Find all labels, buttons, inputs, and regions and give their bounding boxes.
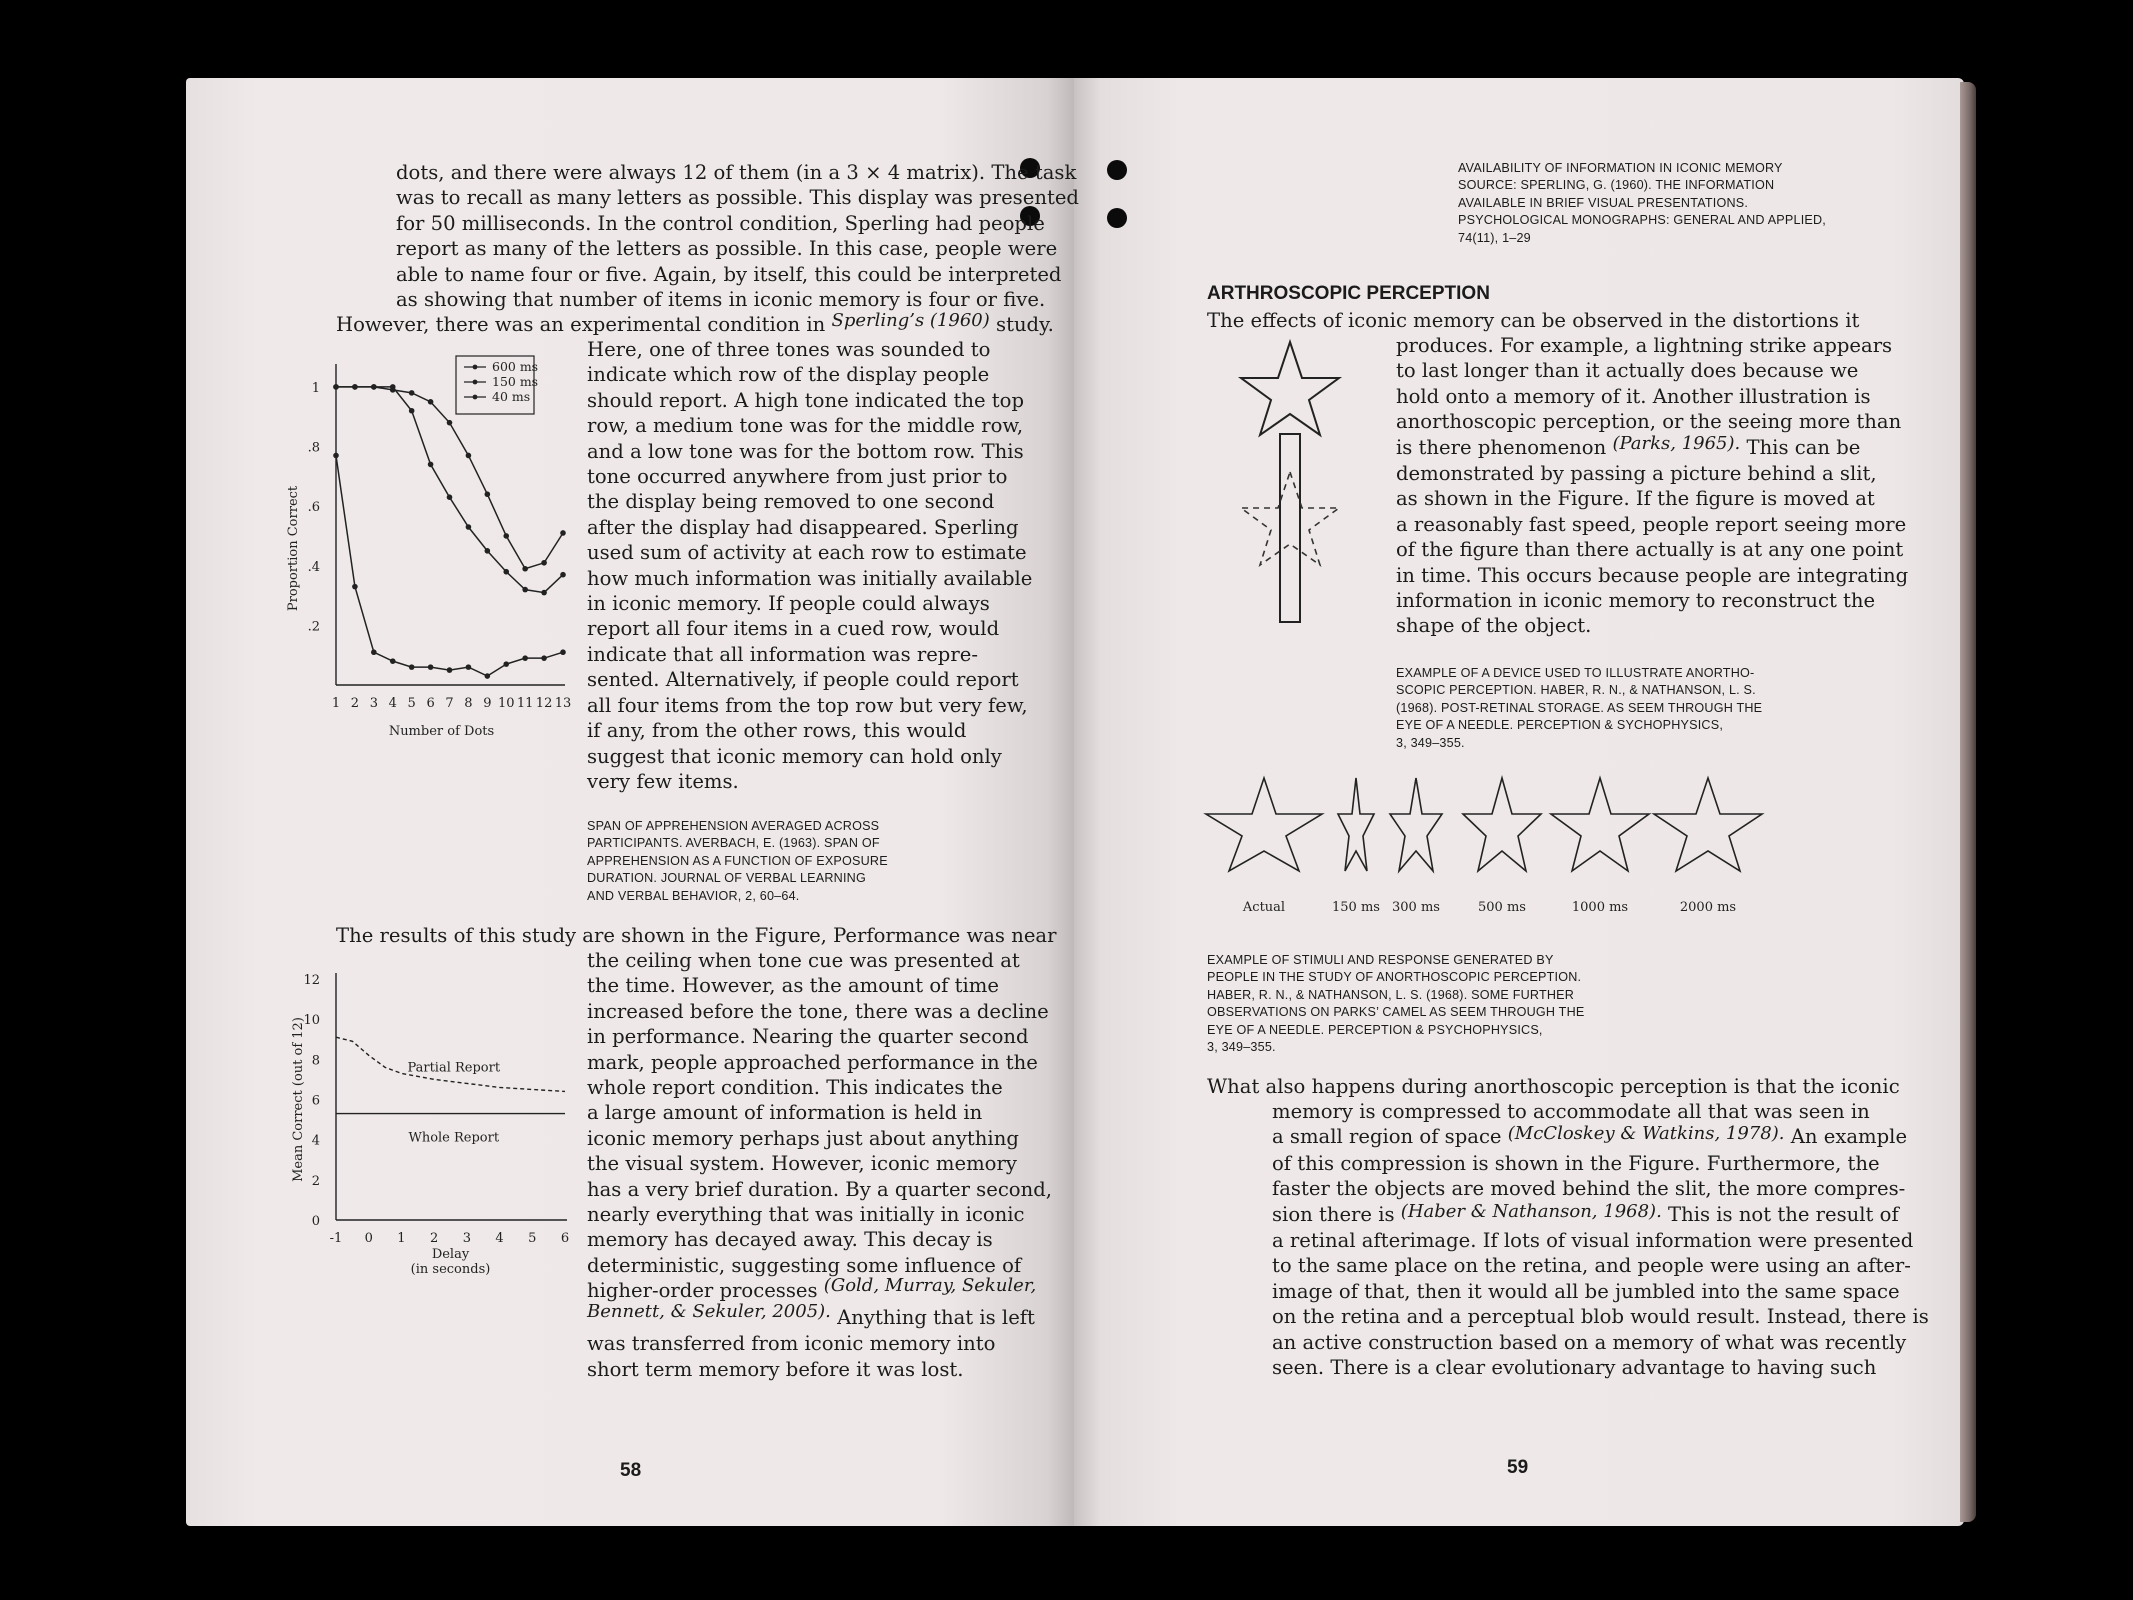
x-tick-label: 8: [464, 696, 473, 711]
star-outline-icon: [1241, 342, 1339, 435]
caption-line: AVAILABLE IN BRIEF VISUAL PRESENTATIONS.: [1458, 195, 1749, 210]
caption-line: 3, 349–355.: [1207, 1040, 1276, 1055]
data-point: [409, 390, 415, 396]
data-point: [503, 533, 509, 539]
data-point: [447, 667, 453, 673]
data-point: [466, 524, 472, 530]
caption-line: HABER, R. N., & NATHANSON, L. S. (1968). SOME FURTHER: [1207, 987, 1575, 1002]
text-line: to the same place on the retina, and people were using an after-: [1272, 1254, 1911, 1278]
text-line: indicate which row of the display people: [587, 363, 990, 387]
text-span: study.: [989, 313, 1054, 336]
figure-caption-device: [1396, 665, 1762, 752]
text-line: The effects of iconic memory can be observed in the distortions it: [1207, 309, 1860, 332]
star-actual-icon: [1206, 778, 1322, 871]
page-number-right: 59: [1507, 1457, 1529, 1478]
text-line: iconic memory perhaps just about anything: [587, 1126, 1019, 1150]
text-line: an active construction based on a memory of what was recently: [1272, 1330, 1907, 1354]
slit-rect: [1280, 434, 1300, 622]
y-tick-label: 0: [311, 1214, 320, 1229]
stars-sequence-figure: [1200, 772, 1800, 922]
data-point: [560, 530, 566, 536]
text-line: for 50 milliseconds. In the control condition, Sperling had people: [396, 211, 1045, 235]
legend-marker: [473, 395, 478, 400]
legend-label: 150 ms: [492, 374, 539, 389]
text-line: a retinal afterimage. If lots of visual information were presented: [1272, 1229, 1914, 1253]
caption-line: EYE OF A NEEDLE. PERCEPTION & SYCHOPHYSICS,: [1396, 718, 1724, 733]
x-axis-label: Delay: [431, 1247, 470, 1262]
text-line: memory has decayed away. This decay is: [587, 1228, 993, 1252]
star-label: 300 ms: [1392, 900, 1440, 915]
citation: (Haber & Nathanson, 1968).: [1400, 1200, 1662, 1222]
text-span: sion there is: [1272, 1202, 1401, 1226]
data-point: [447, 494, 453, 500]
caption-line: PEOPLE IN THE STUDY OF ANORTHOSCOPIC PERCEPTION.: [1207, 970, 1582, 985]
text-line: as shown in the Figure. If the figure is moved at: [1396, 487, 1875, 511]
x-tick-label: 2: [430, 1231, 439, 1246]
text-line: faster the objects are moved behind the slit, the more compres-: [1272, 1177, 1906, 1201]
x-tick-label: 5: [528, 1231, 537, 1246]
y-tick-label: 10: [303, 1013, 320, 1029]
caption-line: APPREHENSION AS A FUNCTION OF EXPOSURE: [587, 853, 888, 868]
data-point: [503, 661, 509, 667]
text-line: sented. Alternatively, if people could report: [587, 668, 1019, 692]
chart-proportion-correct: [280, 350, 580, 750]
data-point: [409, 408, 415, 414]
text-line: image of that, then it would all be jumbled into the same space: [1272, 1279, 1900, 1303]
text-line: and a low tone was for the bottom row. This: [587, 439, 1024, 463]
page-number-left: 58: [620, 1460, 642, 1481]
text-span: An example: [1784, 1125, 1908, 1149]
y-tick-label: .8: [307, 440, 320, 456]
star-label: 500 ms: [1478, 900, 1526, 915]
caption-line: (1968). POST-RETINAL STORAGE. AS SEEM THROUGH THE: [1396, 700, 1763, 715]
x-tick-label: 4: [495, 1231, 504, 1246]
y-axis-label: Proportion Correct: [286, 485, 301, 612]
section-heading: ARTHROSCOPIC PERCEPTION: [1207, 283, 1490, 304]
x-tick-label: 11: [516, 696, 534, 711]
text-line: whole report condition. This indicates the: [587, 1076, 1003, 1100]
caption-line: EXAMPLE OF A DEVICE USED TO ILLUSTRATE ANORTHO-: [1396, 666, 1755, 680]
text-line: increased before the tone, there was a decline: [587, 999, 1049, 1023]
text-line: of the figure than there actually is at any one point: [1396, 538, 1904, 562]
text-span: is there phenomenon: [1396, 435, 1613, 459]
y-tick-label: 1: [311, 380, 320, 396]
text-line: the ceiling when tone cue was presented at: [587, 949, 1020, 972]
y-tick-label: .6: [307, 500, 320, 516]
x-axis-label-sub: (in seconds): [410, 1262, 491, 1277]
x-tick-label: -1: [329, 1231, 343, 1246]
text-line: What also happens during anorthoscopic perception is that the iconic: [1207, 1075, 1900, 1098]
y-tick-label: 2: [311, 1173, 320, 1189]
text-line: row, a medium tone was for the middle row,: [587, 414, 1024, 438]
text-span: However, there was an experimental condition in: [336, 313, 832, 336]
x-tick-label: 4: [388, 696, 397, 711]
caption-line: 74(11), 1–29: [1458, 230, 1531, 245]
text-line: the display being removed to one second: [587, 490, 995, 514]
text-line: all four items from the top row but very few,: [587, 693, 1028, 717]
chart-mean-correct: [280, 965, 580, 1295]
text-line: The results of this study are shown in the Figure, Performance was near: [336, 924, 1057, 947]
data-point: [485, 548, 491, 554]
text-line: in iconic memory. If people could always: [587, 592, 990, 616]
x-tick-label: 9: [483, 696, 492, 711]
text-line: Here, one of three tones was sounded to: [587, 338, 991, 361]
data-point: [428, 462, 434, 468]
y-tick-label: 8: [311, 1053, 320, 1069]
data-point: [371, 384, 377, 390]
data-point: [522, 587, 528, 593]
binding-hole: [1107, 208, 1127, 228]
data-point: [352, 584, 358, 590]
data-point: [466, 453, 472, 459]
star-dashed-icon: [1241, 472, 1339, 565]
slit-device-figure: [1220, 338, 1360, 630]
star-label: 150 ms: [1332, 900, 1380, 915]
text-line: seen. There is a clear evolutionary advantage to having such: [1272, 1356, 1877, 1380]
text-line: hold onto a memory of it. Another illustration is: [1396, 384, 1871, 408]
page-stack-edge: [1960, 82, 1976, 1522]
caption-line: PARTICIPANTS. AVERBACH, E. (1963). SPAN OF: [587, 836, 880, 851]
star-label: 1000 ms: [1571, 900, 1629, 915]
text-line: was transferred from iconic memory into: [587, 1332, 996, 1356]
text-line: produces. For example, a lightning strike appears: [1396, 334, 1893, 357]
legend-marker: [473, 365, 478, 370]
text-line: report as many of the letters as possible. In this case, people were: [396, 237, 1058, 261]
left-paragraph-2: [587, 337, 1032, 794]
data-point: [371, 649, 377, 655]
caption-line: 3, 349–355.: [1396, 735, 1465, 750]
star-150ms-icon: [1338, 778, 1374, 871]
text-line: as showing that number of items in iconic memory is four or five.: [396, 288, 1046, 312]
x-tick-label: 10: [497, 696, 515, 711]
x-tick-label: 1: [331, 696, 341, 711]
text-line: the visual system. However, iconic memory: [587, 1152, 1017, 1176]
legend-marker: [473, 380, 478, 385]
text-line: able to name four or five. Again, by itself, this could be interpreted: [396, 262, 1062, 286]
text-line: after the display had disappeared. Sperling: [587, 515, 1019, 539]
series-line-1: [336, 387, 563, 593]
x-tick-label: 12: [535, 696, 553, 711]
x-tick-label: 3: [369, 696, 378, 711]
text-line: indicate that all information was repre-: [587, 642, 978, 666]
data-point: [352, 384, 358, 390]
right-paragraph-2-first: [1207, 1074, 1900, 1099]
annotation-partial-report: Partial Report: [407, 1060, 501, 1076]
left-paragraph-1-last: [336, 312, 1054, 338]
text-line: should report. A high tone indicated the top: [587, 388, 1025, 412]
caption-line: SOURCE: SPERLING, G. (1960). THE INFORMATION: [1458, 178, 1775, 193]
text-line: information in iconic memory to reconstruct the: [1396, 589, 1876, 613]
x-tick-label: 3: [462, 1231, 471, 1246]
data-point: [560, 649, 566, 655]
x-tick-label: 13: [554, 696, 572, 711]
x-tick-label: 6: [560, 1231, 570, 1246]
left-paragraph-3: [587, 948, 1052, 1382]
caption-line: AVAILABILITY OF INFORMATION IN ICONIC MEMORY: [1458, 161, 1783, 175]
right-paragraph-1-first: [1207, 308, 1859, 333]
series-line-2: [336, 455, 563, 676]
data-point: [541, 655, 547, 661]
text-line: deterministic, suggesting some influence of: [587, 1253, 1022, 1277]
text-line: in performance. Nearing the quarter second: [587, 1025, 1029, 1049]
text-line: short term memory before it was lost.: [587, 1357, 964, 1381]
y-axis-label: Mean Correct (out of 12): [291, 1017, 306, 1182]
star-2000ms-icon: [1654, 778, 1762, 871]
data-point: [390, 384, 396, 390]
x-tick-label: 1: [397, 1231, 406, 1246]
text-line: the time. However, as the amount of time: [587, 974, 999, 998]
data-point: [390, 658, 396, 664]
binding-hole: [1107, 160, 1127, 180]
star-500ms-icon: [1463, 778, 1541, 871]
y-tick-label: 4: [311, 1133, 320, 1149]
figure-caption-stimuli: [1207, 952, 1584, 1056]
caption-line: EXAMPLE OF STIMULI AND RESPONSE GENERATED BY: [1207, 953, 1554, 967]
x-tick-label: 6: [426, 696, 435, 711]
figure-caption-span: [587, 818, 888, 905]
text-line: a reasonably fast speed, people report seeing more: [1396, 512, 1907, 536]
citation: (Parks, 1965).: [1612, 432, 1741, 454]
text-line: demonstrated by passing a picture behind a slit,: [1396, 462, 1877, 486]
x-tick-label: 0: [364, 1231, 373, 1246]
text-line: on the retina and a perceptual blob would result. Instead, there is: [1272, 1305, 1929, 1329]
right-paragraph-1: [1396, 333, 1908, 639]
x-tick-label: 2: [350, 696, 360, 711]
citation: Bennett, & Sekuler, 2005).: [587, 1300, 831, 1322]
annotation-whole-report: Whole Report: [408, 1130, 500, 1146]
left-paragraph-1: [396, 160, 1079, 312]
star-label: Actual: [1242, 900, 1286, 915]
data-point: [333, 384, 339, 390]
caption-line: SCOPIC PERCEPTION. HABER, R. N., & NATHANSON, L. S.: [1396, 683, 1756, 698]
data-point: [447, 420, 453, 426]
data-point: [522, 655, 528, 661]
citation: (McCloskey & Watkins, 1978).: [1507, 1123, 1785, 1145]
star-label: 2000 ms: [1679, 900, 1737, 915]
caption-line: PSYCHOLOGICAL MONOGRAPHS: GENERAL AND APPLIED,: [1458, 213, 1826, 228]
data-point: [428, 399, 434, 405]
text-span: Anything that is left: [830, 1305, 1035, 1329]
text-line: memory is compressed to accommodate all that was seen in: [1272, 1100, 1870, 1123]
data-point: [522, 566, 528, 572]
text-line: mark, people approached performance in the: [587, 1050, 1038, 1074]
data-point: [541, 590, 547, 596]
citation: (Gold, Murray, Sekuler,: [823, 1275, 1037, 1297]
data-point: [333, 453, 339, 459]
star-300ms-icon: [1390, 778, 1442, 871]
y-tick-label: .2: [307, 619, 320, 635]
text-line: dots, and there were always 12 of them (in a 3 × 4 matrix). The task: [396, 161, 1077, 184]
text-line: of this compression is shown in the Figure. Furthermore, the: [1272, 1151, 1880, 1175]
caption-line: OBSERVATIONS ON PARKS’ CAMEL AS SEEM THROUGH THE: [1207, 1005, 1585, 1020]
x-tick-label: 5: [407, 696, 416, 711]
text-line: report all four items in a cued row, would: [587, 617, 1000, 641]
text-line: to last longer than it actually does because we: [1396, 359, 1859, 383]
right-paragraph-2: [1272, 1099, 1929, 1380]
text-line: was to recall as many letters as possible. This display was presented: [396, 186, 1079, 210]
text-line: used sum of activity at each row to estimate: [587, 541, 1027, 565]
text-span: higher-order processes: [587, 1279, 824, 1303]
data-point: [541, 560, 547, 566]
y-tick-label: 6: [311, 1093, 320, 1109]
legend-label: 600 ms: [492, 359, 539, 374]
text-line: has a very brief duration. By a quarter second,: [587, 1177, 1052, 1201]
text-line: in time. This occurs because people are integrating: [1396, 563, 1909, 587]
figure-caption-iconic-memory: [1458, 160, 1826, 247]
caption-line: DURATION. JOURNAL OF VERBAL LEARNING: [587, 871, 866, 886]
text-line: nearly everything that was initially in iconic: [587, 1203, 1025, 1227]
citation: Sperling’s (1960): [831, 310, 990, 331]
data-point: [409, 664, 415, 670]
text-line: anorthoscopic perception, or the seeing more than: [1396, 410, 1902, 434]
text-line: a large amount of information is held in: [587, 1101, 983, 1125]
x-axis-label: Number of Dots: [388, 724, 495, 739]
y-tick-label: .4: [307, 559, 320, 575]
data-point: [503, 569, 509, 575]
text-span: a small region of space: [1272, 1125, 1508, 1149]
text-line: very few items.: [587, 769, 739, 793]
text-line: shape of the object.: [1396, 614, 1592, 638]
text-line: suggest that iconic memory can hold only: [587, 744, 1002, 768]
text-line: tone occurred anywhere from just prior to: [587, 465, 1008, 489]
data-point: [485, 673, 491, 679]
data-point: [560, 572, 566, 578]
text-line: if any, from the other rows, this would: [587, 719, 967, 743]
caption-line: EYE OF A NEEDLE. PERCEPTION & PSYCHOPHYSICS,: [1207, 1022, 1543, 1037]
text-line: how much information was initially available: [587, 566, 1033, 590]
x-tick-label: 7: [445, 696, 454, 711]
caption-line: SPAN OF APPREHENSION AVERAGED ACROSS: [587, 819, 880, 833]
data-point: [466, 664, 472, 670]
text-span: This is not the result of: [1661, 1202, 1899, 1226]
text-span: This can be: [1740, 435, 1861, 459]
left-paragraph-3-first: [336, 923, 1056, 948]
caption-line: AND VERBAL BEHAVIOR, 2, 60–64.: [587, 888, 800, 903]
data-point: [485, 491, 491, 497]
y-tick-label: 12: [303, 973, 320, 988]
data-point: [428, 664, 434, 670]
star-1000ms-icon: [1551, 778, 1649, 871]
legend-label: 40 ms: [492, 389, 531, 404]
